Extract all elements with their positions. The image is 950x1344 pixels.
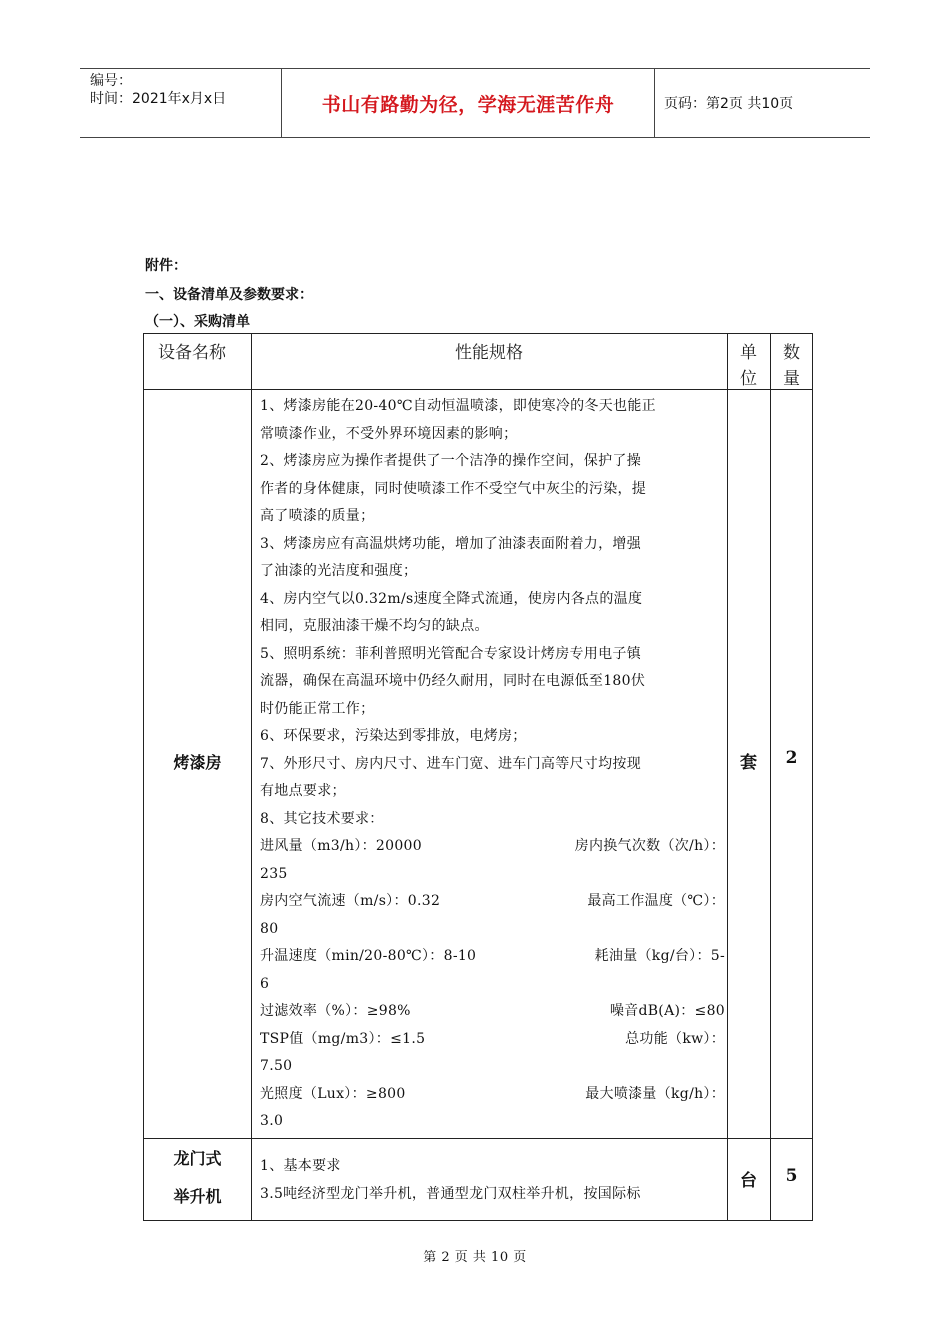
col-divider — [770, 334, 771, 1220]
row-spec — [260, 1153, 725, 1208]
spec-line: 高了喷漆的质量； — [260, 508, 375, 524]
spec-line: 作者的身体健康，同时使喷漆工作不受空气中灰尘的污染，提 — [260, 480, 647, 497]
col-divider — [727, 334, 728, 1220]
spec-line: 相同，克服油漆干燥不均匀的缺点。 — [260, 618, 489, 634]
param-right: 最高工作温度（℃）： — [587, 893, 725, 909]
spec-line: 有地点要求； — [260, 783, 346, 799]
row-divider — [144, 389, 812, 390]
param-row — [260, 1026, 725, 1054]
param-wrap: 3.0 — [260, 1113, 284, 1129]
spec-line: 5、照明系统：菲利普照明光管配合专家设计烤房专用电子镇 — [260, 645, 642, 662]
param-left: TSP值（mg/m3）：≤1.5 — [260, 1030, 426, 1047]
param-right: 耗油量（kg/台）：5- — [594, 948, 725, 964]
spec-line: 8、其它技术要求： — [260, 810, 384, 827]
header-equipment-name: 设备名称 — [158, 343, 226, 363]
spec-line: 常喷漆作业，不受外界环境因素的影响； — [260, 425, 518, 442]
param-left: 进风量（m3/h）：20000 — [260, 838, 422, 854]
page-footer: 第 2 页 共 10 页 — [423, 1250, 527, 1265]
spec-line: 6、环保要求，污染达到零排放，电烤房； — [260, 728, 527, 744]
param-row — [260, 943, 725, 971]
header-page-label: 页码：第2页 共10页 — [664, 96, 794, 112]
param-wrap: 6 — [260, 975, 270, 992]
param-right: 噪音dB(A)：≤80 — [609, 1003, 725, 1019]
section-heading: 一、设备清单及参数要求： — [145, 287, 313, 303]
doc-date-label: 时间：2021年x月x日 — [90, 91, 227, 107]
row-unit: 台 — [740, 1171, 757, 1191]
header-unit-line2: 位 — [740, 369, 757, 389]
row-quantity: 2 — [785, 748, 798, 768]
param-wrap: 80 — [260, 920, 279, 937]
spec-line: 2、烤漆房应为操作者提供了一个洁净的操作空间，保护了操 — [260, 453, 642, 469]
spec-line: 1、基本要求 — [260, 1158, 341, 1174]
spec-line: 流器，确保在高温环境中仍经久耐用，同时在电源低至180伏 — [260, 673, 646, 689]
spec-line: 3、烤漆房应有高温烘烤功能，增加了油漆表面附着力，增强 — [260, 535, 642, 552]
spec-line: 7、外形尺寸、房内尺寸、进车门宽、进车门高等尺寸均按现 — [260, 755, 642, 772]
param-row — [260, 1081, 725, 1109]
spec-line: 1、烤漆房能在20-40℃自动恒温喷漆，即使寒冷的冬天也能正 — [260, 398, 656, 414]
spec-line: 4、房内空气以0.32m/s速度全降式流通，使房内各点的温度 — [260, 590, 643, 607]
header-qty-line2: 量 — [783, 369, 800, 389]
page-header — [80, 68, 870, 138]
param-right: 最大喷漆量（kg/h）： — [585, 1085, 725, 1102]
col-divider — [251, 334, 252, 1220]
param-wrap: 7.50 — [260, 1058, 293, 1074]
param-row — [260, 888, 725, 916]
spec-line: 3.5吨经济型龙门举升机，普通型龙门双柱举升机，按国际标 — [260, 1185, 641, 1202]
param-left: 光照度（Lux）：≥800 — [260, 1085, 406, 1102]
header-meta — [80, 69, 281, 137]
row-equipment-name-line2: 举升机 — [173, 1187, 222, 1206]
row-divider — [144, 1138, 812, 1139]
subsection-heading: （一）、采购清单 — [145, 314, 250, 330]
param-row — [260, 998, 725, 1026]
row-spec — [260, 393, 725, 1136]
header-spec: 性能规格 — [455, 343, 523, 363]
row-unit: 套 — [740, 753, 757, 773]
param-right: 房内换气次数（次/h）： — [574, 838, 725, 854]
row-quantity: 5 — [785, 1166, 798, 1186]
procurement-table — [143, 333, 813, 1221]
spec-line: 时仍能正常工作； — [260, 700, 375, 717]
spec-line: 了油漆的光洁度和强度； — [260, 563, 418, 579]
param-left: 升温速度（min/20-80℃）：8-10 — [260, 948, 477, 964]
param-wrap: 235 — [260, 865, 288, 882]
header-qty-line1: 数 — [783, 343, 800, 363]
row-equipment-name-line1: 龙门式 — [173, 1149, 222, 1168]
header-motto: 书山有路勤为径，学海无涯苦作舟 — [281, 69, 655, 137]
param-row — [260, 833, 725, 861]
param-left: 过滤效率（%）：≥98% — [260, 1003, 411, 1019]
attachment-heading: 附件： — [145, 258, 187, 274]
param-left: 房内空气流速（m/s）：0.32 — [260, 893, 441, 909]
param-right: 总功能（kw）： — [625, 1030, 725, 1047]
doc-number-label: 编号： — [90, 73, 132, 89]
header-unit-line1: 单 — [740, 343, 757, 363]
row-equipment-name: 烤漆房 — [173, 753, 222, 772]
